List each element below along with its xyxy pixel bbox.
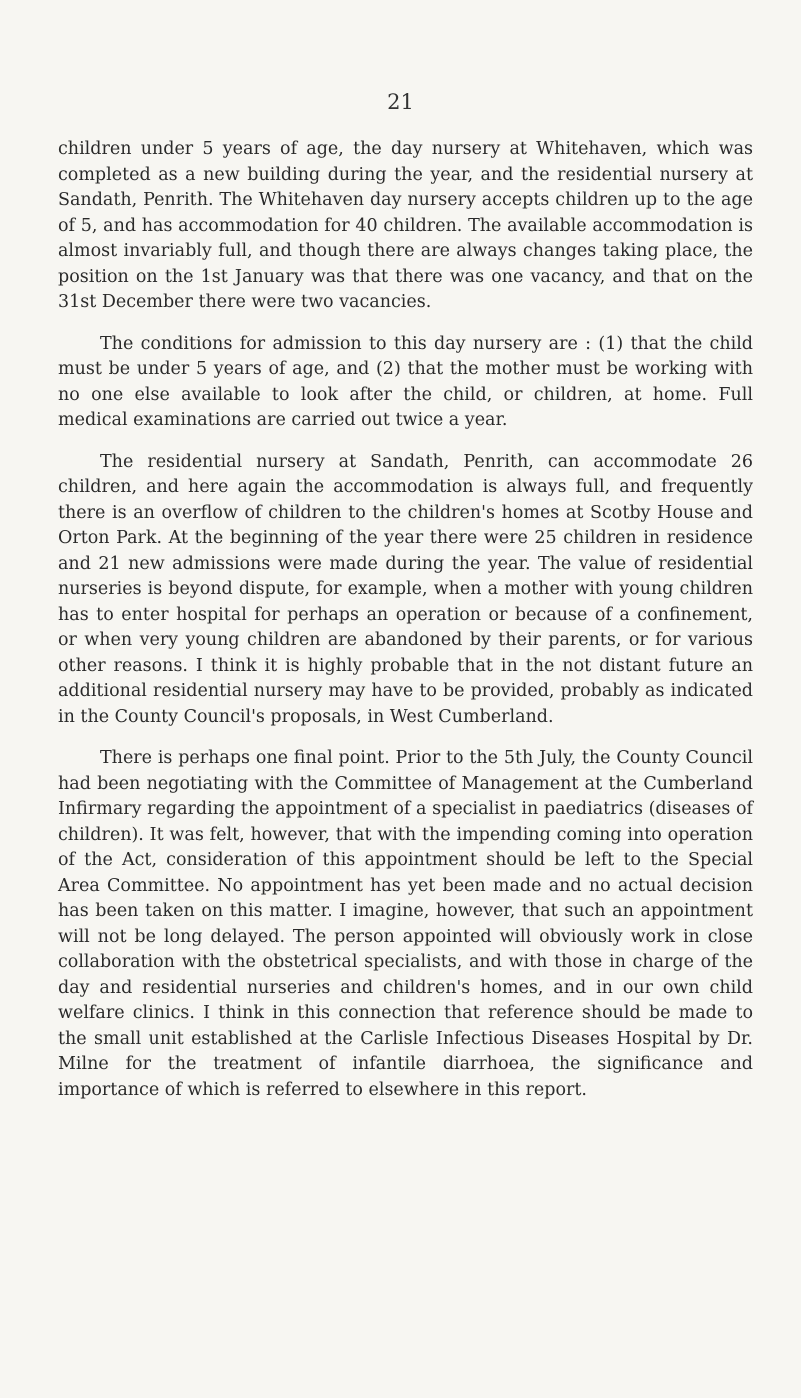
body-text	[58, 137, 753, 1119]
paragraph-admission-conditions: The conditions for admission to this day nursery are : (1) that the child must be under 5 years of age, and (2) that the mother must be working with no one else available to look after the child, or children, at home. Full medical examinations are carried out twice a year.	[58, 333, 753, 430]
paragraph-day-nursery: children under 5 years of age, the day nursery at Whitehaven, which was completed as a new building during the year, and the residential nursery at Sandath, Penrith. The Whitehaven day nursery accepts children up to the age of 5, and has accommodation for 40 children. The available accommodation is almost invariably full, and though there are always changes taking place, the position on the 1st January was that there was one vacancy, and that on the 31st December there were two vacancies.	[58, 139, 753, 312]
paragraph-paediatrics-specialist: There is perhaps one final point. Prior to the 5th July, the County Council had been negotiating with the Committee of Management at the Cumberland Infirmary regarding the appointment of a specialist in paediatrics (diseases of children). It was felt, however, that with the impending coming into operation of the Act, consideration of this appointment should be left to the Special Area Committee. No appointment has yet been made and no actual decision has been taken on this matter. I imagine, however, that such an appointment will not be long delayed. The person appointed will obviously work in close collaboration with the obstetrical specialists, and with those in charge of the day and residential nurseries and children's homes, and in our own child welfare clinics. I think in this connection that reference should be made to the small unit established at the Carlisle Infectious Diseases Hospital by Dr. Milne for the treatment of infantile diarrhoea, the significance and importance of which is referred to elsewhere in this report.	[58, 748, 753, 1100]
paragraph-residential-nursery: The residential nursery at Sandath, Penrith, can accommodate 26 children, and here again the accommodation is always full, and frequently there is an overflow of children to the children's homes at Scotby House and Orton Park. At the beginning of the year there were 25 children in residence and 21 new admissions were made during the year. The value of residential nurseries is beyond dispute, for example, when a mother with young children has to enter hospital for perhaps an operation or because of a confinement, or when very young children are abandoned by their parents, or for various other reasons. I think it is highly probable that in the not distant future an additional residential nursery may have to be provided, probably as indicated in the County Council's proposals, in West Cumberland.	[58, 451, 753, 727]
page-number: 21	[387, 90, 414, 114]
